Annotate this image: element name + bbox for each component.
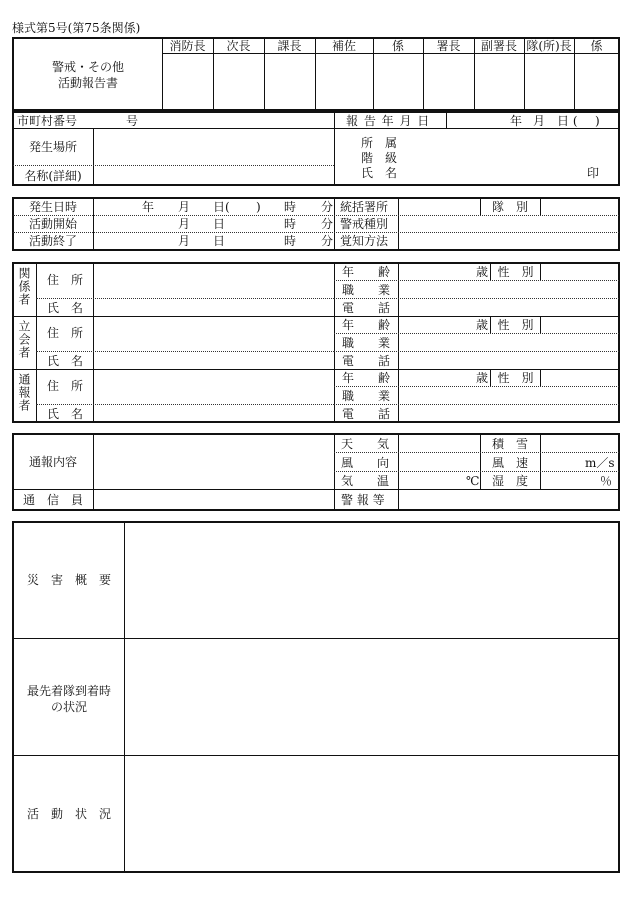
report-title-line2: 活動報告書 [57,76,118,90]
activity-row-label-1: 活動開始 [28,217,77,231]
arrival-status-label-line1: 最先着隊到着時 [26,684,111,698]
affiliation-label: 所 属 [361,136,398,150]
person-name-label: 氏 名 [47,407,84,421]
approval-header-5: 署長 [436,39,461,53]
person-sex-label: 性 別 [497,265,534,279]
arrival-status-label-line2: の状況 [50,700,87,714]
activity-row-1-unit-4: 時 [284,217,297,231]
municipality-number-label: 市町村番号 [17,114,78,128]
person-age-label: 年 齢 [342,265,391,279]
person-name-label: 氏 名 [47,301,84,315]
person-phone-label: 電 話 [342,407,391,421]
humidity-unit: ％ [600,474,613,488]
activity-row-label-0: 発生日時 [28,200,77,214]
approval-header-4: 係 [391,39,404,53]
report-content-label: 通報内容 [28,455,77,469]
activity-row-right-label-0: 統括署所 [340,200,389,214]
reporter-name-label: 氏 名 [361,166,398,180]
report-number-suffix: 号 [126,114,139,128]
activity-row-label-2: 活動終了 [28,234,77,248]
person-job-label: 職 業 [342,389,391,403]
report-date-year: 年 [510,114,523,128]
person-group-1: 立会者 [17,320,31,359]
name-detail-label: 名称(詳細) [24,169,82,183]
activity-row-0-unit-2: 日( [213,200,230,214]
person-address-label: 住 所 [47,273,84,287]
activity-status-label: 活 動 状 況 [26,807,111,821]
approval-header-3: 補佐 [331,39,356,53]
activity-row-0-unit-5: 分 [321,200,334,214]
person-phone-label: 電 話 [342,301,391,315]
person-name-label: 氏 名 [47,354,84,368]
person-age-unit: 歳 [476,265,489,279]
person-age-unit: 歳 [476,318,489,332]
snow-label: 積 雪 [491,437,528,451]
wind-direction-label: 風 向 [341,456,390,470]
report-title-line1: 警戒・その他 [51,60,124,74]
approval-header-6: 副署長 [480,39,517,53]
operator-label: 通 信 員 [22,493,83,507]
activity-row-1-unit-1: 月 [178,217,191,231]
person-address-label: 住 所 [47,326,84,340]
persons-block [12,262,620,423]
approval-header-0: 消防長 [169,39,206,53]
activity-row-1-unit-2: 日 [213,217,226,231]
location-label: 発生場所 [28,140,77,154]
activity-row-2-unit-4: 時 [284,234,297,248]
activity-row-0-unit-1: 月 [178,200,191,214]
activity-row-1-unit-5: 分 [321,217,334,231]
person-address-label: 住 所 [47,379,84,393]
person-age-label: 年 齢 [342,371,391,385]
report-date-month: 月 [533,114,546,128]
person-job-label: 職 業 [342,283,391,297]
disaster-summary-label: 災 害 概 要 [26,573,111,587]
report-date-label: 報 告 年 月 日 [346,114,431,128]
person-group-2: 通報者 [17,373,31,412]
activity-row-2-unit-5: 分 [321,234,334,248]
approval-header-2: 課長 [277,39,302,53]
wind-speed-unit: m／s [585,456,615,470]
activity-row-2-unit-1: 月 [178,234,191,248]
report-date-day: 日 ( [557,114,578,128]
person-sex-label: 性 別 [497,318,534,332]
report-info-block [12,111,620,186]
seal-mark: 印 [587,166,600,180]
person-age-label: 年 齢 [342,318,391,332]
humidity-label: 湿 度 [491,474,528,488]
unit-label: 隊 別 [491,200,528,214]
person-phone-label: 電 話 [342,354,391,368]
person-job-label: 職 業 [342,336,391,350]
activity-row-2-unit-2: 日 [213,234,226,248]
temperature-unit: ℃ [466,474,480,488]
form-number: 様式第5号(第75条関係) [12,21,141,35]
person-sex-label: 性 別 [497,371,534,385]
person-age-unit: 歳 [476,371,489,385]
weather-label: 天 気 [341,437,390,451]
activity-row-0-unit-0: 年 [142,200,155,214]
approval-header-7: 隊(所)長 [526,39,572,53]
warning-label: 警 報 等 [341,493,385,507]
activity-row-0-unit-3: ) [256,200,261,214]
activity-row-right-label-1: 警戒種別 [340,217,389,231]
activity-row-0-unit-4: 時 [284,200,297,214]
approval-header-1: 次長 [226,39,251,53]
temperature-label: 気 温 [341,474,390,488]
approval-header-8: 係 [590,39,603,53]
rank-label: 階 級 [361,151,398,165]
report-date-weekday-close: ) [595,114,600,128]
person-group-0: 関係者 [17,267,31,306]
activity-row-right-label-2: 覚知方法 [340,234,389,248]
wind-speed-label: 風 速 [491,456,528,470]
